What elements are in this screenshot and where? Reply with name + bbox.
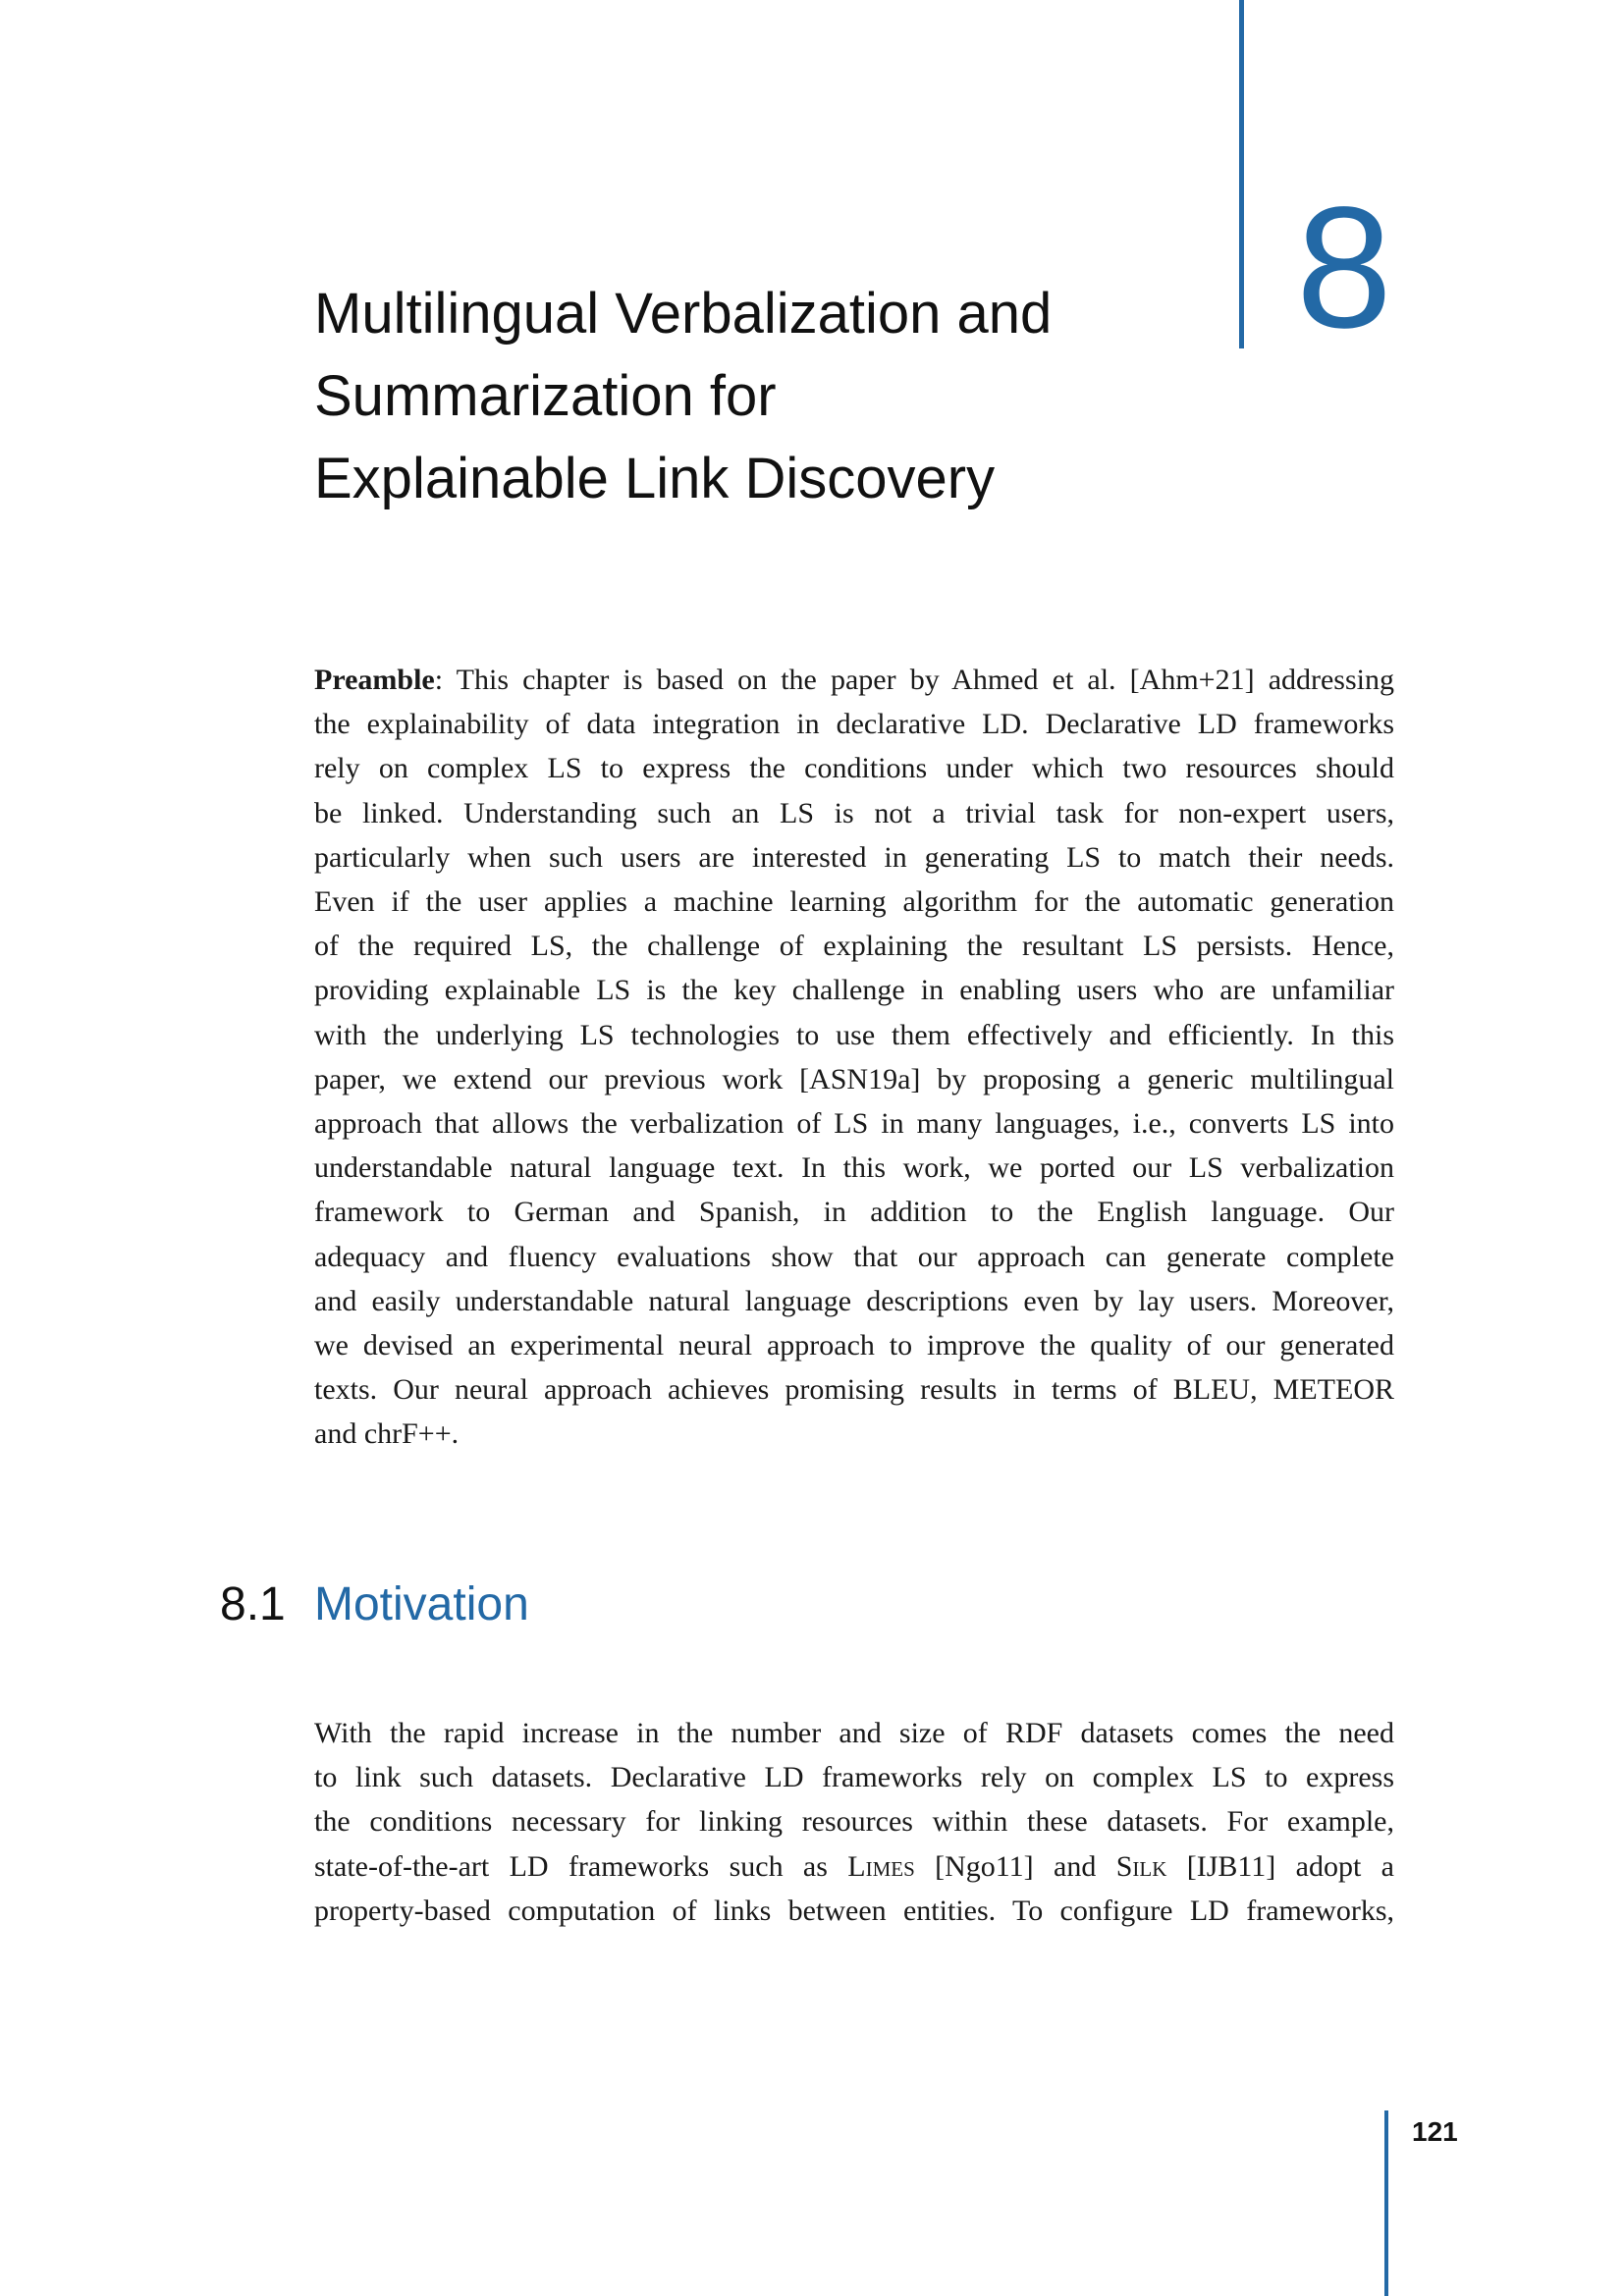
motivation-line: With the rapid increase in the number and size of RDF datasets comes the need xyxy=(314,1717,1394,1749)
page-number-rule xyxy=(1384,2110,1388,2296)
motivation-text-segment: [IJB11] adopt a xyxy=(1166,1849,1394,1883)
motivation-text-segment: [Ngo11] and xyxy=(914,1849,1116,1883)
motivation-line: to link such datasets. Declarative LD frameworks rely on complex LS to express xyxy=(314,1761,1394,1794)
preamble-line: be linked. Understanding such an LS is not a trivial task for non-expert users, xyxy=(314,796,1394,829)
preamble-line: we devised an experimental neural approach to improve the quality of our generated xyxy=(314,1329,1394,1362)
preamble-line: understandable natural language text. In this work, we ported our LS verbalization xyxy=(314,1151,1394,1185)
chapter-title-line: Explainable Link Discovery xyxy=(314,447,996,510)
motivation-paragraph xyxy=(314,1711,1394,1933)
preamble-line: particularly when such users are interested in generating LS to match their needs. xyxy=(314,840,1394,874)
preamble-line: approach that allows the verbalization of LS in many languages, i.e., converts LS into xyxy=(314,1107,1394,1141)
silk-framework-name: Silk xyxy=(1115,1849,1167,1883)
preamble-line: and chrF++. xyxy=(314,1417,460,1451)
motivation-text-segment: state-of-the-art LD frameworks such as xyxy=(314,1849,848,1883)
preamble-line: adequacy and fluency evaluations show that our approach can generate complete xyxy=(314,1240,1394,1273)
preamble-line: texts. Our neural approach achieves promising results in terms of BLEU, METEOR xyxy=(314,1373,1394,1407)
motivation-line: property-based computation of links between entities. To configure LD frameworks, xyxy=(314,1894,1394,1927)
preamble-line: and easily understandable natural language descriptions even by lay users. Moreover, xyxy=(314,1284,1394,1317)
preamble-line: of the required LS, the challenge of explaining the resultant LS persists. Hence, xyxy=(314,930,1394,963)
section-title: Motivation xyxy=(314,1578,529,1630)
section-heading xyxy=(220,1575,529,1634)
chapter-title-line: Summarization for xyxy=(314,364,777,428)
preamble-line: paper, we extend our previous work [ASN19a] by proposing a generic multilingual xyxy=(314,1062,1394,1095)
preamble-paragraph xyxy=(314,658,1394,1457)
motivation-line: the conditions necessary for linking resources within these datasets. For example, xyxy=(314,1805,1394,1839)
preamble-line: providing explainable LS is the key challenge in enabling users who are unfamiliar xyxy=(314,974,1394,1007)
motivation-line xyxy=(314,1844,1394,1889)
chapter-number: 8 xyxy=(1296,172,1392,364)
chapter-marker-rule xyxy=(1239,0,1244,348)
preamble-line: rely on complex LS to express the conditions under which two resources should xyxy=(314,752,1394,785)
page-number: 121 xyxy=(1412,2116,1458,2147)
section-number: 8.1 xyxy=(220,1578,286,1630)
preamble-line: framework to German and Spanish, in addition to the English language. Our xyxy=(314,1196,1394,1229)
limes-framework-name: Limes xyxy=(847,1849,915,1883)
preamble-line xyxy=(314,658,1394,702)
preamble-label: Preamble xyxy=(314,664,435,696)
preamble-line: Even if the user applies a machine learning algorithm for the automatic generation xyxy=(314,885,1394,919)
chapter-title xyxy=(314,273,1198,520)
preamble-line: with the underlying LS technologies to use them effectively and efficiently. In this xyxy=(314,1018,1394,1051)
chapter-title-line: Multilingual Verbalization and xyxy=(314,282,1053,346)
preamble-first-line-text: : This chapter is based on the paper by Ahmed et al. [Ahm+21] addressing xyxy=(434,664,1394,696)
preamble-line: the explainability of data integration in declarative LD. Declarative LD frameworks xyxy=(314,708,1394,741)
